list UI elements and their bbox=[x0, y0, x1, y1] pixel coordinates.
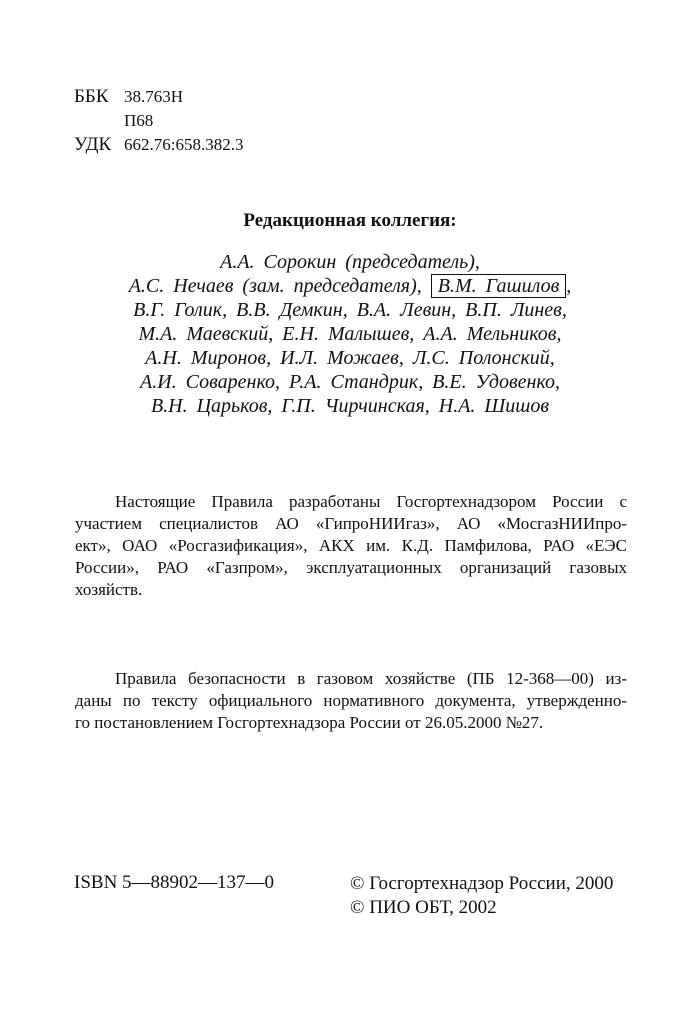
classification-key bbox=[74, 109, 124, 133]
classification-key: ББК bbox=[74, 86, 109, 107]
board-line: В.Н. Царьков, Г.П. Чирчинская, Н.А. Шишов bbox=[150, 395, 550, 417]
classification-block bbox=[74, 85, 243, 157]
paragraph-line: России», РАО «Газпром», эксплуатационных организаций газовых bbox=[75, 558, 627, 577]
paragraph-line: даны по тексту официального нормативного документа, утвержденно- bbox=[75, 691, 627, 710]
boxed-member-name: В.М. Гашилов bbox=[431, 274, 567, 298]
copyright-line bbox=[350, 872, 613, 896]
classification-key: УДК bbox=[74, 134, 112, 155]
board-member-text: А.С. Нечаев (зам. председателя), bbox=[128, 275, 422, 297]
copyright-holder: Госгортехнадзор России, 2000 bbox=[369, 873, 614, 894]
board-line bbox=[0, 274, 700, 298]
board-members bbox=[0, 250, 700, 418]
paragraph-line: Настоящие Правила разработаны Госгортехнадзором России с bbox=[115, 492, 627, 511]
classification-value: П68 bbox=[124, 111, 154, 130]
isbn: ISBN 5—88902—137—0 bbox=[74, 872, 275, 893]
copyright-icon: © bbox=[350, 897, 365, 918]
board-line: В.Г. Голик, В.В. Демкин, В.А. Левин, В.П. Линев, bbox=[133, 299, 567, 321]
board-member-text: , bbox=[566, 275, 572, 297]
board-line: А.Н. Миронов, И.Л. Можаев, Л.С. Полонский, bbox=[145, 347, 555, 369]
paragraph-line: участием специалистов АО «ГипроНИИгаз», АО «МосгазНИИпро- bbox=[75, 514, 627, 533]
development-paragraph bbox=[75, 491, 627, 601]
board-line: А.И. Соваренко, Р.А. Стандрик, В.Е. Удовенко, bbox=[139, 371, 561, 393]
copyright-holder: ПИО ОБТ, 2002 bbox=[369, 897, 497, 918]
paragraph-line: го постановлением Госгортехнадзора России от 26.05.2000 №27. bbox=[75, 713, 544, 732]
paragraph-line: хозяйств. bbox=[75, 580, 143, 599]
board-title: Редакционная коллегия: bbox=[243, 210, 457, 231]
copyright-line bbox=[350, 896, 613, 920]
board-line: М.А. Маевский, Е.Н. Малышев, А.А. Мельников, bbox=[138, 323, 562, 345]
publication-paragraph bbox=[75, 668, 627, 734]
copyright-icon: © bbox=[350, 873, 365, 894]
board-line: А.А. Сорокин (председатель), bbox=[220, 251, 480, 273]
classification-row-bbk bbox=[74, 85, 243, 109]
classification-row-udk bbox=[74, 133, 243, 157]
paragraph-line: Правила безопасности в газовом хозяйстве (ПБ 12-368—00) из- bbox=[115, 669, 627, 688]
copyright-block bbox=[350, 872, 613, 920]
classification-row-author-mark bbox=[74, 109, 243, 133]
paragraph-line: ект», ОАО «Росгазификация», АКХ им. К.Д. Памфилова, РАО «ЕЭС bbox=[75, 536, 627, 555]
classification-value: 38.763Н bbox=[124, 87, 184, 106]
classification-value: 662.76:658.382.3 bbox=[124, 135, 244, 154]
